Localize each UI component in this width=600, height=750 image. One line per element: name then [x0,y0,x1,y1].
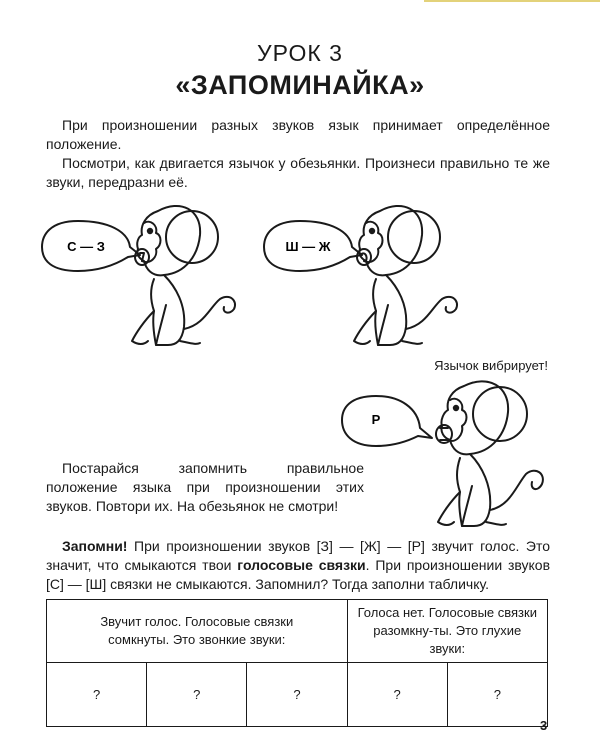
monkey-illustration-1 [40,195,240,355]
monkey-ear [388,211,440,263]
monkey-tail [184,297,235,329]
remember-paragraph: Постарайся запомнить правильное положение языка при произношении этих звуков. Повтори их. На обезьянок не смотри! [46,460,364,514]
answer-cell[interactable]: ? [447,663,547,727]
speech-bubble [342,396,432,446]
lesson-number: УРОК 3 [257,40,343,66]
intro-paragraph-2: Посмотри, как двигается язычок у обезьянки. Произнеси правильно те же звуки, передразни её. [46,155,550,190]
page-number: 3 [540,718,548,733]
answer-cell[interactable]: ? [347,663,447,727]
voiced-header: Звучит голос. Голосовые связки сомкнуты. Это звонкие звуки: [47,600,348,663]
answer-cell[interactable]: ? [147,663,247,727]
monkey-tail [406,297,457,329]
answer-cell[interactable]: ? [47,663,147,727]
monkey-head [441,381,508,454]
monkey-body [457,454,490,526]
monkey-head [137,206,200,275]
sounds-table [46,599,548,727]
vibration-note: Язычок вибрирует! [434,358,548,373]
rule-bold-term: голосовые связки [237,557,366,573]
intro-paragraph-1: При произношении разных звуков язык принимает определённое положение. [46,117,550,152]
bubble-label: Ш — Ж [285,239,331,254]
monkey-face [142,222,161,262]
top-accent-line [424,0,600,2]
monkey-mouth [357,249,371,265]
monkey-ear [473,387,527,441]
voiceless-header: Голоса нет. Голосовые связки разомкну-ты. Это глухие звуки: [347,600,547,663]
lesson-title: «ЗАПОМИНАЙКА» [175,70,425,100]
rule-text-part-1: При произношении звуков [З] — [Ж] — [Р] звучит голос. Это значит, что смыкаются твои [46,538,550,573]
answer-cell[interactable]: ? [247,663,347,727]
rule-text-part-2: . При произношении звуков [С] — [Ш] связки не смыкаются. Запомнил? Тогда заполни табличку. [46,557,551,592]
monkey-body [373,275,406,345]
monkey-illustration-2 [262,195,462,355]
monkey-head [359,206,422,275]
bubble-label: Р [371,412,381,427]
monkey-body [151,275,184,345]
rule-paragraph [46,537,550,594]
monkey-tail [490,471,543,510]
monkey-ear [166,211,218,263]
bubble-label: С — З [67,239,105,254]
rule-lead: Запомни! [62,538,128,554]
monkey-illustration-3 [340,374,550,534]
